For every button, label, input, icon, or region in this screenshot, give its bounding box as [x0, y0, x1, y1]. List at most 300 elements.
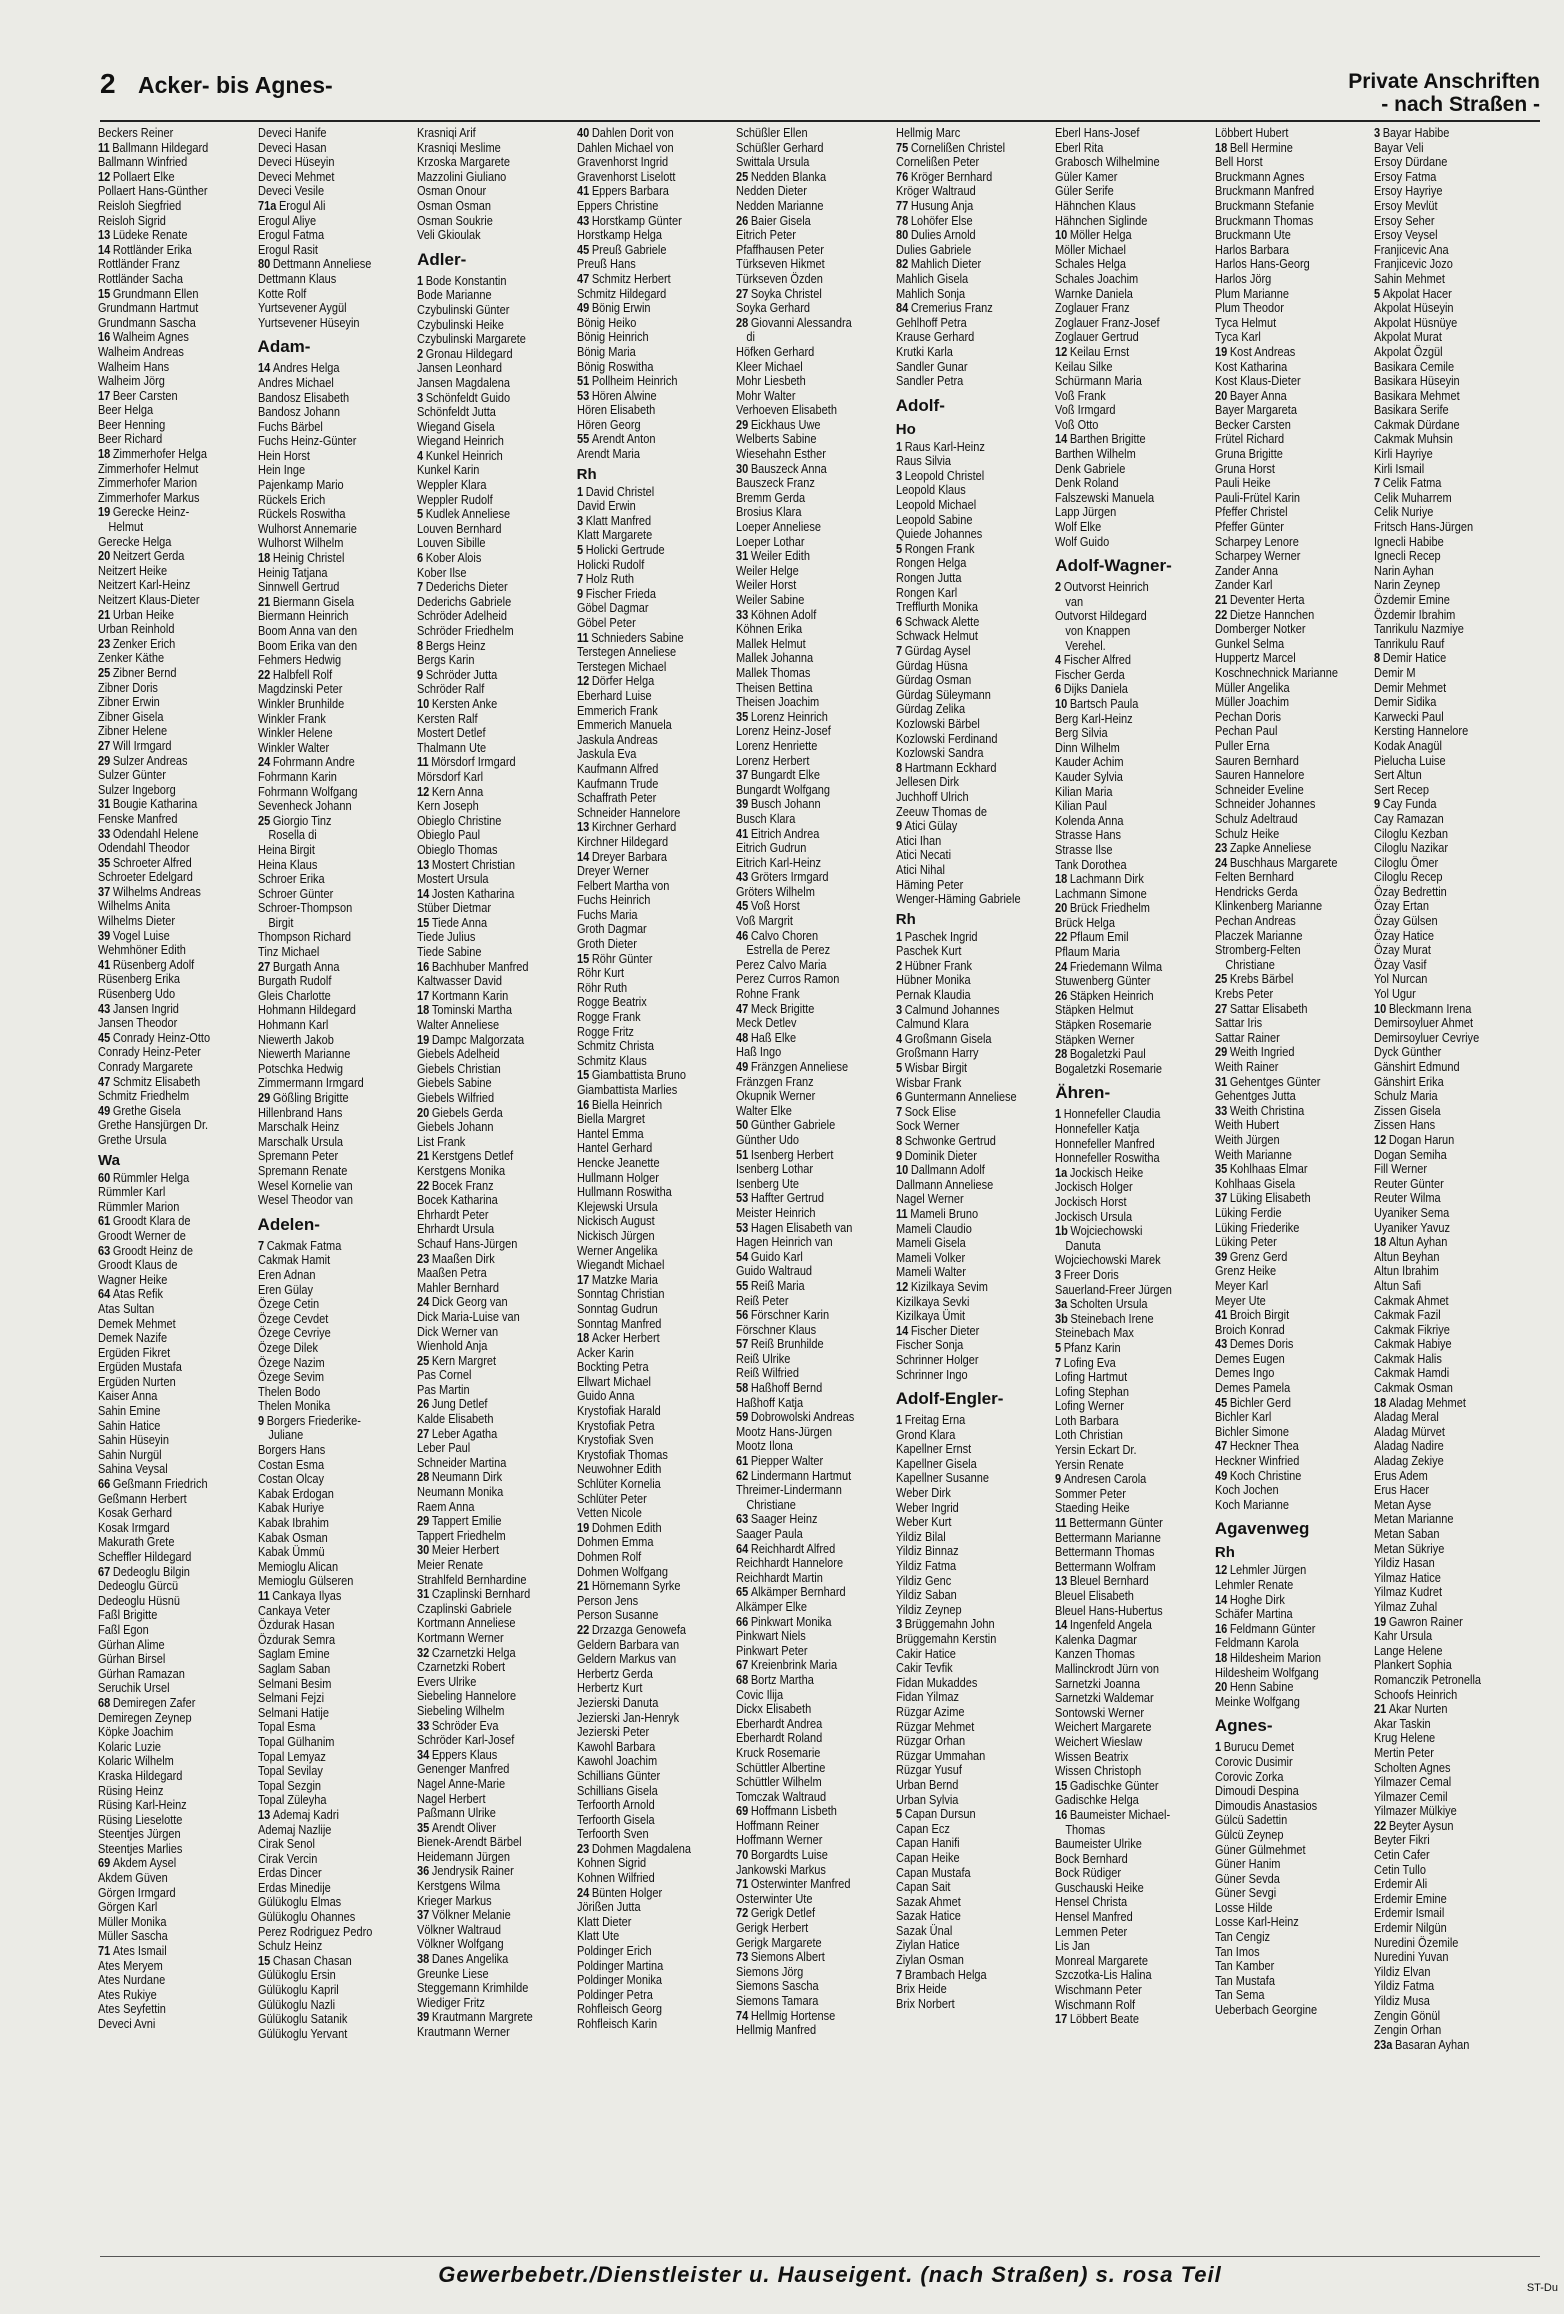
- resident-name: Klatt Margarete: [576, 528, 652, 543]
- resident-name: Rümmler Marion: [98, 1199, 180, 1214]
- resident-name: Yildiz Bilal: [895, 1529, 946, 1544]
- resident-entry: [1215, 1959, 1345, 1974]
- resident-entry: [1055, 432, 1185, 447]
- resident-name: Arendt Oliver: [431, 1820, 497, 1835]
- resident-name: Bruckmann Thomas: [1214, 213, 1314, 228]
- resident-name: Metan Marianne: [1374, 1512, 1454, 1527]
- resident-name: Heina Birgit: [257, 842, 315, 857]
- resident-entry: [417, 199, 547, 214]
- house-number: 54: [736, 1249, 749, 1264]
- resident-entry: [1374, 1366, 1504, 1381]
- resident-name: Dogan Harun: [1389, 1132, 1455, 1147]
- resident-name: Schlüter Kornelia: [576, 1477, 661, 1492]
- resident-entry: [98, 1696, 228, 1711]
- resident-name: Hellmig Hortense: [751, 2008, 836, 2023]
- house-number: 3: [1374, 126, 1381, 140]
- resident-entry: [736, 1571, 866, 1586]
- resident-name: Krasniqi Meslime: [417, 140, 501, 155]
- resident-entry: [577, 631, 707, 646]
- resident-name: Sontowski Werner: [1055, 1705, 1145, 1720]
- resident-entry: [1055, 1720, 1185, 1735]
- resident-name: Bortz Martha: [751, 1672, 815, 1687]
- resident-name: Lachmann Dirk: [1070, 872, 1145, 887]
- house-number: 27: [257, 959, 270, 974]
- house-number: 13: [98, 228, 111, 243]
- resident-name: Kortmann Anneliese: [417, 1616, 516, 1631]
- resident-name: Herbertz Gerda: [576, 1666, 653, 1681]
- resident-entry: [896, 1559, 1026, 1574]
- resident-name: Wiediger Fritz: [417, 1995, 485, 2010]
- resident-entry: [577, 287, 707, 302]
- resident-name: Kabak Ibrahim: [257, 1516, 329, 1531]
- resident-entry: [736, 199, 866, 214]
- house-number: 18: [1214, 140, 1228, 155]
- resident-name: Kirli Hayriye: [1374, 447, 1434, 462]
- resident-name: Gleis Charlotte: [257, 988, 331, 1003]
- house-number: 64: [98, 1287, 111, 1302]
- resident-name: Bauszeck Franz: [736, 476, 816, 491]
- resident-entry: [1055, 1779, 1185, 1794]
- resident-name: Grethe Hansjürgen Dr.: [98, 1118, 209, 1133]
- resident-name: Weiler Horst: [736, 578, 797, 593]
- resident-name: Köhnen Adolf: [751, 607, 817, 622]
- resident-name: Aladag Zekiye: [1374, 1454, 1445, 1469]
- resident-name: Denk Gabriele: [1055, 461, 1126, 476]
- resident-entry: [896, 1530, 1026, 1545]
- resident-name: Mallinckrodt Jürn von: [1055, 1661, 1160, 1676]
- resident-name: Scharpey Werner: [1214, 549, 1301, 564]
- resident-name: Krug Helene: [1374, 1731, 1436, 1746]
- resident-entry: [417, 1660, 547, 1675]
- resident-name: Eren Adnan: [257, 1267, 316, 1282]
- house-number: 45: [576, 242, 589, 257]
- resident-name: Bock Bernhard: [1055, 1851, 1129, 1866]
- resident-name: Neitzert Gerda: [112, 549, 185, 564]
- resident-name: Geldern Barbara van: [576, 1637, 679, 1652]
- resident-entry: [1215, 929, 1345, 944]
- house-number: 16: [1214, 1621, 1228, 1636]
- house-number: 39: [736, 797, 749, 812]
- resident-entry: [896, 1178, 1026, 1193]
- resident-entry: [1374, 1702, 1504, 1717]
- resident-name: Cirak Vercin: [257, 1851, 317, 1866]
- resident-name: Cay Ramazan: [1374, 811, 1445, 826]
- resident-name: Henn Sabine: [1229, 1680, 1294, 1695]
- house-number: 3: [576, 513, 583, 528]
- resident-entry: [1374, 1469, 1504, 1484]
- resident-name: Rohfleisch Georg: [576, 2002, 662, 2017]
- resident-entry: [896, 959, 1026, 974]
- resident-entry: [98, 476, 228, 491]
- house-number: 45: [98, 1030, 111, 1045]
- resident-entry: [896, 1866, 1026, 1881]
- resident-entry: [1055, 1677, 1185, 1692]
- resident-entry: [1215, 593, 1345, 608]
- resident-name: Özay Gülsen: [1374, 914, 1439, 929]
- house-number: 7: [1374, 476, 1381, 491]
- house-number: 29: [257, 1091, 270, 1105]
- resident-name: Boom Erika van den: [257, 638, 357, 653]
- resident-name: Schröder Adelheid: [417, 609, 508, 624]
- house-number: 29: [98, 753, 111, 768]
- resident-name: Kabak Osman: [257, 1530, 328, 1545]
- resident-name: Ciloglu Ömer: [1374, 855, 1439, 870]
- resident-entry: [736, 418, 866, 433]
- resident-name: Grethe Gisela: [112, 1103, 181, 1118]
- resident-entry: [896, 542, 1026, 557]
- resident-entry: [417, 1470, 547, 1485]
- resident-name: Saager Paula: [736, 1527, 803, 1541]
- resident-entry: [896, 688, 1026, 703]
- resident-name: Puller Erna: [1214, 738, 1270, 753]
- resident-entry: [577, 1784, 707, 1799]
- resident-name: Jankowski Markus: [736, 1862, 827, 1877]
- resident-name: Rümmler Karl: [98, 1185, 166, 1200]
- resident-name: Jansen Ingrid: [112, 1001, 179, 1016]
- house-number: 1: [895, 1413, 902, 1428]
- resident-entry: [1374, 1031, 1504, 1046]
- house-number: 18: [257, 551, 270, 566]
- resident-name: Zibner Erwin: [98, 695, 160, 710]
- resident-name: Rüzgar Mehmet: [895, 1719, 975, 1734]
- resident-entry: [736, 1279, 866, 1294]
- resident-entry: [1215, 535, 1345, 550]
- resident-entry: [258, 1779, 388, 1794]
- resident-entry: [896, 1119, 1026, 1134]
- resident-entry: [417, 1777, 547, 1792]
- resident-name: Cakmak Habiye: [1374, 1337, 1453, 1352]
- resident-name: Bettermann Günter: [1069, 1516, 1164, 1531]
- resident-name: Bode Marianne: [417, 288, 492, 303]
- resident-entry: [1215, 1483, 1345, 1498]
- resident-entry: [1374, 914, 1504, 929]
- resident-entry: [98, 1360, 228, 1375]
- resident-name: Memioglu Alican: [257, 1559, 338, 1574]
- resident-entry: [1215, 1872, 1345, 1887]
- resident-entry: [1055, 1033, 1185, 1048]
- resident-name: Eppers Christine: [576, 198, 659, 213]
- resident-name: Tappert Friedhelm: [417, 1528, 506, 1543]
- resident-entry: [258, 974, 388, 989]
- resident-entry: [1055, 1895, 1185, 1910]
- house-number: 10: [895, 1163, 909, 1178]
- resident-entry: [98, 1929, 228, 1944]
- resident-entry: [1215, 403, 1345, 418]
- resident-entry: [577, 1331, 707, 1346]
- resident-name: Siebeling Hannelore: [417, 1689, 517, 1704]
- resident-name: Pollaert Elke: [112, 169, 175, 184]
- house-number: 11: [1055, 1516, 1067, 1531]
- resident-entry: [98, 797, 228, 812]
- resident-name: Aladag Mehmet: [1389, 1395, 1467, 1410]
- resident-name: Hübner Monika: [895, 973, 971, 988]
- resident-entry: [736, 257, 866, 272]
- resident-entry: [736, 899, 866, 914]
- resident-name: Sock Werner: [895, 1119, 960, 1134]
- resident-entry: [896, 1309, 1026, 1324]
- resident-entry: [577, 1185, 707, 1200]
- resident-name: Gerigk Margarete: [736, 1935, 822, 1950]
- resident-name: Horstkamp Günter: [591, 213, 682, 228]
- resident-name: Ersoy Hayriye: [1374, 184, 1443, 199]
- resident-entry: [258, 522, 388, 537]
- directory-column: [736, 126, 888, 2251]
- resident-name: Bettermann Thomas: [1055, 1545, 1155, 1560]
- resident-name: Person Jens: [576, 1593, 638, 1608]
- resident-name: Wehmhöner Edith: [98, 943, 186, 958]
- resident-name: Lohöfer Else: [910, 213, 973, 228]
- resident-entry: [1215, 681, 1345, 696]
- resident-entry: [417, 1587, 547, 1602]
- resident-entry: [417, 1821, 547, 1836]
- resident-entry: [417, 1937, 547, 1952]
- resident-entry: [258, 1968, 388, 1983]
- resident-entry: [1215, 1666, 1345, 1681]
- house-number: 12: [98, 169, 111, 184]
- resident-entry: [577, 937, 707, 952]
- resident-entry: [896, 1501, 1026, 1516]
- resident-entry: [1215, 505, 1345, 520]
- house-number: 8: [417, 638, 424, 653]
- house-number: 7: [895, 1104, 902, 1119]
- resident-name: Josten Katharina: [431, 886, 515, 901]
- resident-name: Yildiz Genc: [895, 1573, 952, 1588]
- resident-entry: [1374, 1965, 1504, 1980]
- resident-entry: [98, 214, 228, 229]
- resident-entry: [577, 1798, 707, 1813]
- resident-entry: [1374, 330, 1504, 345]
- resident-entry: [258, 1531, 388, 1546]
- resident-name: Gehentges Günter: [1229, 1074, 1321, 1089]
- resident-name: Kersting Hannelore: [1374, 724, 1469, 739]
- resident-entry: [1215, 856, 1345, 871]
- resident-entry: [417, 1514, 547, 1529]
- resident-name: Yilmazer Cemal: [1374, 1775, 1452, 1790]
- resident-name: Dietze Hannchen: [1229, 607, 1315, 622]
- resident-entry: [98, 754, 228, 769]
- resident-entry: [896, 988, 1026, 1003]
- resident-name: Winkler Brunhilde: [257, 696, 344, 711]
- resident-name: Kolaric Wilhelm: [98, 1754, 174, 1769]
- resident-entry: [1215, 1148, 1345, 1163]
- resident-name: Basikara Cemile: [1374, 359, 1455, 374]
- resident-entry: [98, 1798, 228, 1813]
- resident-entry: [98, 1667, 228, 1682]
- resident-entry: [417, 1923, 547, 1938]
- resident-name: Reiß Brunhilde: [751, 1337, 824, 1352]
- resident-entry: [417, 1573, 547, 1588]
- resident-entry: [577, 1579, 707, 1594]
- resident-name: Bleckmann Irena: [1389, 1001, 1472, 1016]
- resident-name: Hellmig Marc: [895, 126, 960, 140]
- resident-name: Rohfleisch Karin: [576, 2017, 657, 2031]
- resident-name: Krzoska Margarete: [417, 155, 511, 170]
- resident-name: Seruchik Ursel: [98, 1681, 170, 1696]
- resident-name: Özege Cevriye: [257, 1326, 331, 1341]
- resident-name: Mörsdorf Karl: [417, 769, 484, 784]
- house-number: 27: [1214, 1001, 1228, 1016]
- resident-name: Tanrikulu Rauf: [1374, 636, 1445, 651]
- house-number: 84: [895, 301, 909, 316]
- house-number: 7: [257, 1238, 264, 1253]
- resident-entry: [98, 1856, 228, 1871]
- resident-entry: [577, 1565, 707, 1580]
- resident-entry: [258, 199, 388, 214]
- resident-entry: [417, 566, 547, 581]
- resident-entry: [1374, 972, 1504, 987]
- house-number: 18: [1374, 1395, 1387, 1410]
- resident-entry: [1055, 1166, 1185, 1181]
- resident-name: Ellwart Michael: [576, 1374, 651, 1389]
- resident-name: Scholten Ursula: [1070, 1297, 1148, 1312]
- resident-name: Perez Curros Ramon: [736, 972, 840, 987]
- house-number: 1a: [1055, 1165, 1068, 1180]
- resident-name: Gunkel Selma: [1214, 636, 1284, 651]
- resident-entry: [417, 1704, 547, 1719]
- resident-name: Tanrikulu Nazmiye: [1374, 622, 1465, 637]
- resident-name: Rüsing Karl-Heinz: [98, 1798, 187, 1813]
- resident-entry: [896, 1324, 1026, 1339]
- resident-entry: [417, 1222, 547, 1237]
- house-number: 4: [1055, 653, 1062, 668]
- resident-entry: [1374, 841, 1504, 856]
- resident-name: Tominski Martha: [431, 1003, 513, 1018]
- resident-name: Kapellner Gisela: [895, 1456, 977, 1471]
- resident-name: Bungardt Wolfgang: [736, 782, 831, 797]
- resident-name: Bienek-Arendt Bärbel: [417, 1835, 522, 1850]
- resident-entry: [896, 1236, 1026, 1251]
- resident-name: Dohmen Wolfgang: [576, 1564, 668, 1579]
- resident-name: Andresen Carola: [1064, 1472, 1147, 1487]
- resident-entry: [417, 420, 547, 435]
- resident-entry: [1374, 1396, 1504, 1411]
- resident-entry: [417, 1237, 547, 1252]
- resident-name: Cornelißen Christel: [910, 140, 1005, 155]
- resident-entry: [736, 578, 866, 593]
- resident-entry: [258, 1677, 388, 1692]
- house-number: 48: [736, 1030, 749, 1045]
- resident-name: Haßhoff Bernd: [751, 1381, 823, 1396]
- resident-name: Bichler Karl: [1214, 1410, 1272, 1425]
- resident-name: Saglam Saban: [257, 1661, 330, 1676]
- resident-entry: [1055, 1750, 1185, 1765]
- resident-name: Ergüden Mustafa: [98, 1360, 182, 1375]
- resident-name: Krebs Bärbel: [1229, 972, 1294, 987]
- resident-name: Pollheim Heinrich: [591, 374, 678, 389]
- resident-entry: [577, 835, 707, 850]
- house-number: 13: [257, 1807, 270, 1822]
- resident-name: Erus Hacer: [1374, 1483, 1430, 1498]
- house-number: 65: [736, 1585, 749, 1600]
- resident-name: Losse Karl-Heinz: [1214, 1915, 1299, 1930]
- resident-name: Zimmerhofer Helmut: [98, 461, 199, 476]
- resident-entry: [1374, 549, 1504, 564]
- resident-entry: [896, 214, 1026, 229]
- house-number: 16: [576, 1097, 589, 1112]
- resident-entry: [98, 184, 228, 199]
- resident-name: Kodak Anagül: [1374, 738, 1443, 753]
- resident-entry: [98, 1287, 228, 1302]
- resident-entry: [1374, 681, 1504, 696]
- house-number: 2: [417, 346, 424, 361]
- house-number: 24: [1214, 855, 1228, 870]
- resident-name: Outvorst Hildegard: [1055, 609, 1148, 624]
- house-number: 12: [417, 784, 430, 799]
- resident-entry: [1374, 1323, 1504, 1338]
- resident-entry: [577, 1550, 707, 1565]
- resident-name: von Knappen: [1065, 624, 1131, 638]
- resident-entry: [98, 1273, 228, 1288]
- resident-entry: [896, 600, 1026, 615]
- resident-name: Nagel Anne-Marie: [417, 1776, 506, 1791]
- resident-entry: [98, 1886, 228, 1901]
- resident-name: Capan Heike: [895, 1850, 960, 1865]
- resident-name: Gruna Brigitte: [1214, 447, 1283, 462]
- directory-column: [98, 126, 250, 2251]
- house-number: 10: [1374, 1001, 1387, 1016]
- house-number: 6: [895, 1090, 902, 1105]
- resident-name: Grundmann Sascha: [98, 315, 196, 330]
- resident-name: Okupnik Werner: [736, 1089, 816, 1104]
- resident-name: Yildiz Binnaz: [895, 1544, 959, 1559]
- resident-entry: [896, 1515, 1026, 1530]
- resident-name: Schroeter Edelgard: [98, 870, 193, 885]
- resident-name: Zissen Gisela: [1374, 1103, 1442, 1118]
- resident-entry: [1215, 1002, 1345, 1017]
- resident-entry: [736, 1629, 866, 1644]
- resident-name: Kohlhaas Elmar: [1229, 1162, 1308, 1177]
- resident-name: Türkseven Özden: [736, 271, 824, 286]
- resident-entry: [896, 483, 1026, 498]
- house-number: 14: [1055, 432, 1068, 447]
- resident-entry: [417, 1368, 547, 1383]
- resident-entry: [98, 1638, 228, 1653]
- house-number: 67: [736, 1658, 749, 1673]
- resident-name: Schmitz Hildegard: [576, 286, 666, 301]
- resident-name: Stromberg-Felten: [1214, 943, 1301, 958]
- resident-name: Hildesheim Marion: [1229, 1650, 1321, 1665]
- resident-name: Calmund Johannes: [904, 1002, 1000, 1017]
- resident-entry: [1055, 1180, 1185, 1195]
- resident-entry: [896, 761, 1026, 776]
- resident-entry: [1055, 1998, 1185, 2013]
- resident-name: Beyter Aysun: [1389, 1818, 1454, 1833]
- resident-entry: [1055, 272, 1185, 287]
- resident-name: Bönig Erwin: [591, 301, 651, 316]
- resident-name: Kabak Erdogan: [257, 1486, 334, 1501]
- resident-name: Siemons Albert: [751, 1950, 826, 1965]
- resident-name: Meister Heinrich: [736, 1205, 816, 1220]
- resident-entry: [1055, 155, 1185, 170]
- resident-name: Dahlen Michael von: [576, 140, 674, 155]
- resident-entry: [417, 1208, 547, 1223]
- resident-entry: [258, 930, 388, 945]
- resident-entry: [258, 1545, 388, 1560]
- resident-name: Sauerland-Freer Jürgen: [1055, 1282, 1173, 1297]
- resident-name: Tomczak Waltraud: [736, 1789, 827, 1804]
- resident-entry: [736, 1396, 866, 1411]
- resident-entry: [896, 615, 1026, 630]
- resident-entry: [736, 330, 866, 345]
- resident-name: Cakmak Muhsin: [1374, 432, 1454, 447]
- resident-name: Gerecke Helga: [98, 534, 172, 549]
- house-number: 18: [1055, 872, 1068, 887]
- resident-entry: [1215, 491, 1345, 506]
- resident-name: Nuredini Yuvan: [1374, 1950, 1449, 1965]
- resident-entry: [736, 1746, 866, 1761]
- resident-entry: [896, 199, 1026, 214]
- resident-name: Deventer Herta: [1229, 593, 1305, 607]
